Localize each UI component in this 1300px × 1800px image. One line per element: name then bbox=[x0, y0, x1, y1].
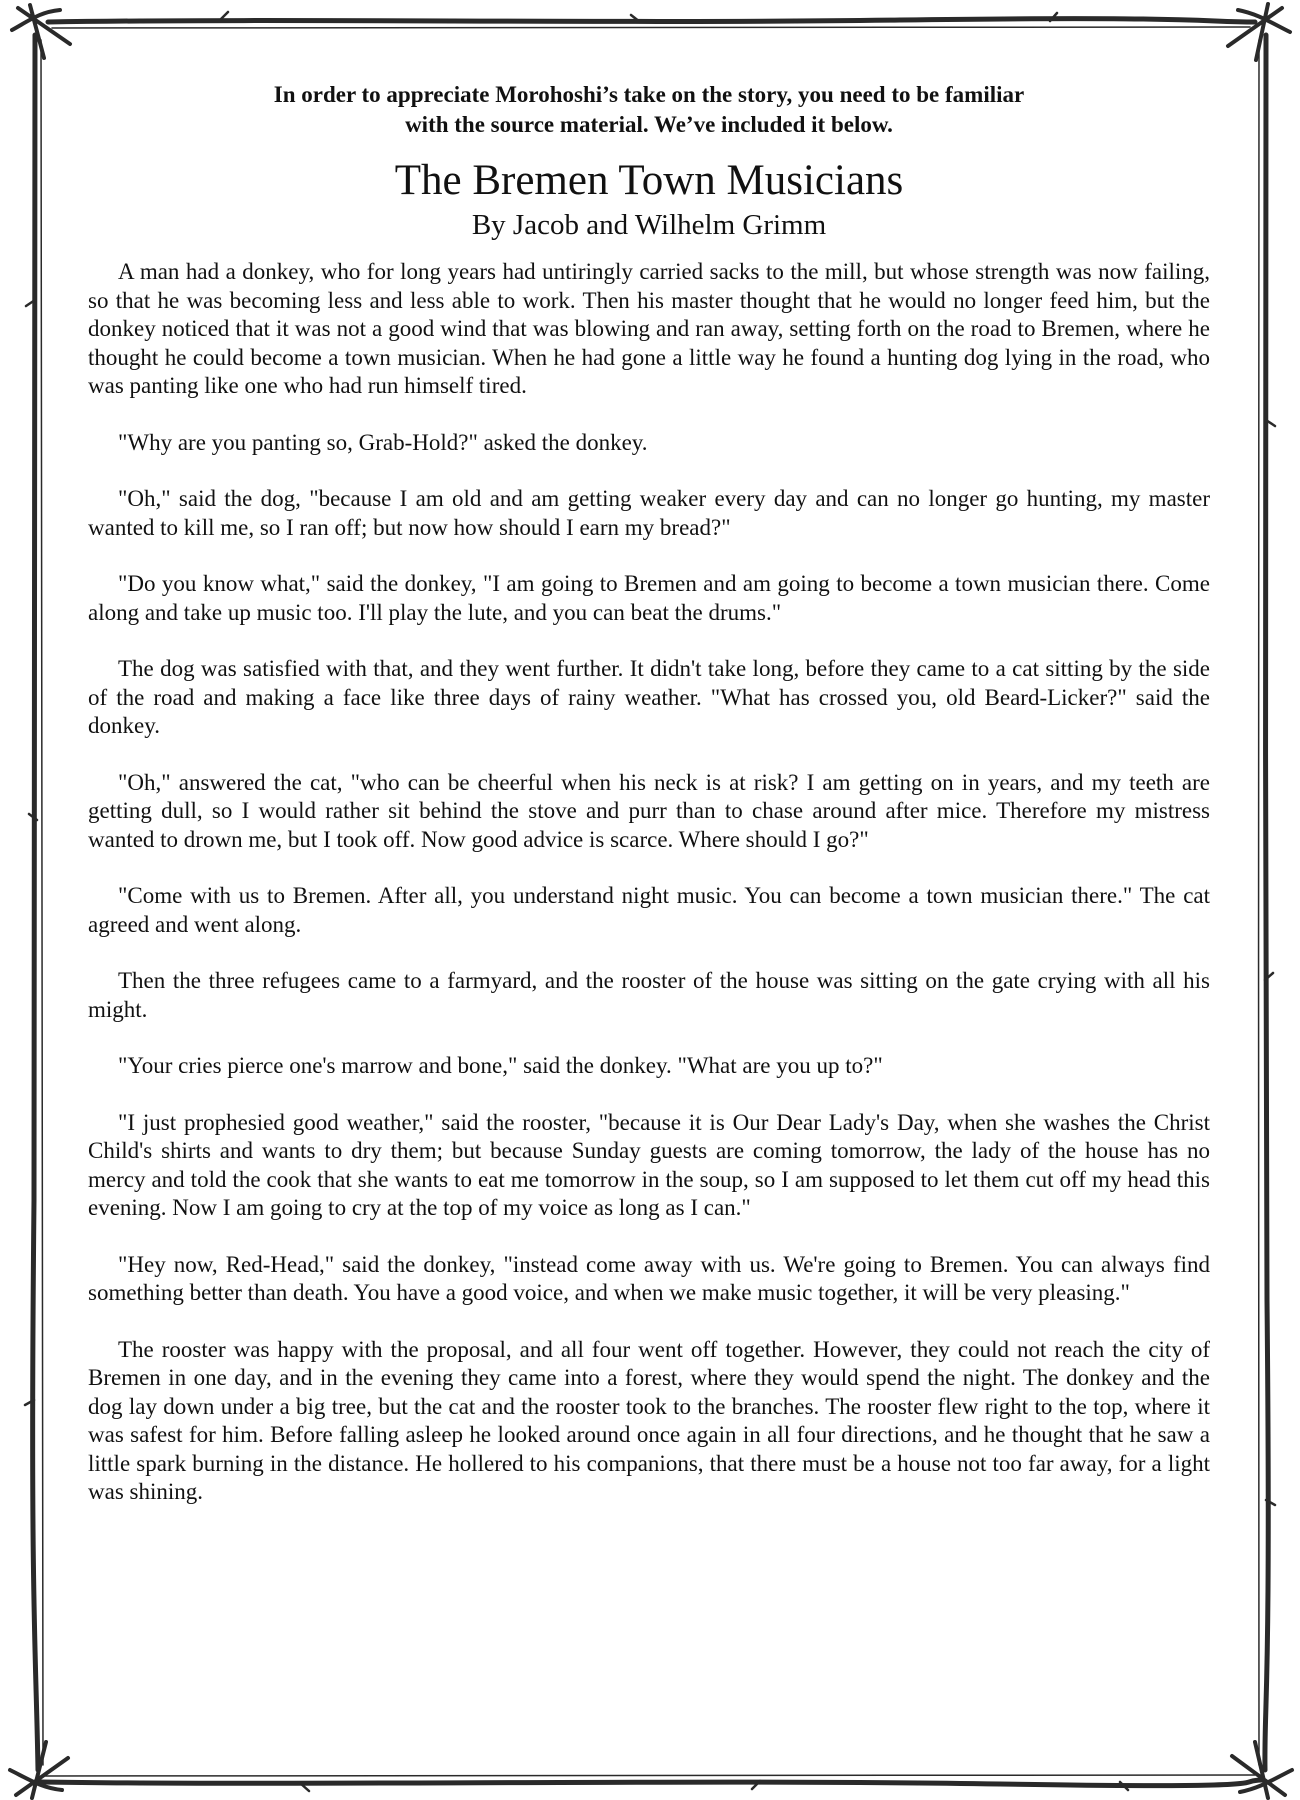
story-paragraph: The rooster was happy with the proposal, and all four went off together. However, they could not reach the city of Bremen in one day, and in the evening they came into a forest, where they would spend the night. The donkey and the dog lay down under a big tree, but the cat and the rooster took to the branches. The rooster flew right to the top, where it was safest for him. Before falling asleep he looked around once again in all four directions, and he thought that he saw a little spark burning in the distance. He hollered to his companions, that there must be a house not too far away, for a light was shining. bbox=[88, 1336, 1210, 1504]
intro-note bbox=[88, 80, 1210, 140]
bottom-branch-shadow bbox=[45, 1775, 1255, 1776]
story-paragraph: "Come with us to Bremen. After all, you understand night music. You can become a town musician there." The cat agreed and went along. bbox=[88, 883, 1210, 937]
story-paragraph: "Oh," said the dog, "because I am old and am getting weaker every day and can no longer go hunting, my master wanted to kill me, so I ran off; but now how should I earn my bread?" bbox=[88, 486, 1210, 540]
corner-top-right bbox=[1228, 4, 1290, 60]
story-paragraph: The dog was satisfied with that, and they went further. It didn't take long, before they came to a cat sitting by the side of the road and making a face like three days of rainy weather. "What has crossed you, old Beard-Licker?" said the donkey. bbox=[88, 656, 1210, 738]
top-branch bbox=[48, 19, 1255, 22]
right-branch bbox=[1265, 35, 1268, 1770]
story-paragraph: "Oh," answered the cat, "who can be cheerful when his neck is at risk? I am getting on in years, and my teeth are getting dull, so I would rather sit behind the stove and purr than to chase around after mice. Therefore my mistress wanted to drown me, but I took off. Now good advice is scarce. Where should I go?" bbox=[88, 769, 1210, 852]
left-branch-shadow bbox=[41, 40, 43, 1765]
top-branch-shadow bbox=[52, 27, 1250, 28]
story-paragraph: Then the three refugees came to a farmyard, and the rooster of the house was sitting on the gate crying with all his might. bbox=[88, 968, 1210, 1022]
intro-line-2: with the source material. We’ve included it below. bbox=[405, 112, 893, 137]
story-paragraph: "Do you know what," said the donkey, "I am going to Bremen and am going to become a town musician there. Come along and take up music too. I'll play the lute, and you can beat the drums." bbox=[88, 571, 1210, 625]
left-branch bbox=[33, 35, 38, 1770]
story-paragraph: "Hey now, Red-Head," said the donkey, "instead come away with us. We're going to Bremen. You can always find something better than death. You have a good voice, and when we make music together, it will be very pleasing." bbox=[88, 1251, 1210, 1305]
document-body bbox=[88, 80, 1210, 1740]
bottom-branch bbox=[40, 1780, 1262, 1786]
story-paragraph: A man had a donkey, who for long years had untiringly carried sacks to the mill, but whose strength was now failing, so that he was becoming less and less able to work. Then his master thought that he would no longer feed him, but the donkey noticed that it was not a good wind that was blowing and ran away, setting forth on the road to Bremen, where he thought he could become a town musician. When he had gone a little way he found a hunting dog lying in the road, who was panting like one who had run himself tired. bbox=[88, 259, 1210, 398]
right-branch-shadow bbox=[1258, 40, 1259, 1765]
story-paragraph: "Why are you panting so, Grab-Hold?" asked the donkey. bbox=[118, 429, 648, 455]
story-paragraph: "Your cries pierce one's marrow and bone," said the donkey. "What are you up to?" bbox=[118, 1053, 883, 1078]
corner-top-left bbox=[12, 5, 70, 58]
intro-line-1: In order to appreciate Morohoshi’s take on the story, you need to be familiar bbox=[273, 82, 1025, 107]
story-title: The Bremen Town Musicians bbox=[394, 157, 904, 204]
corner-bottom-right bbox=[1232, 1742, 1292, 1798]
story-paragraph: "I just prophesied good weather," said the rooster, "because it is Our Dear Lady's Day, when she washes the Christ Child's shirts and wants to dry them; but because Sunday guests are coming tomorrow, the lady of the house has no mercy and told the cook that she wants to eat me tomorrow in the soup, so I am supposed to let them cut off my head this evening. Now I am going to cry at the top of my voice as long as I can." bbox=[88, 1109, 1210, 1220]
story-byline: By Jacob and Wilhelm Grimm bbox=[471, 209, 827, 241]
